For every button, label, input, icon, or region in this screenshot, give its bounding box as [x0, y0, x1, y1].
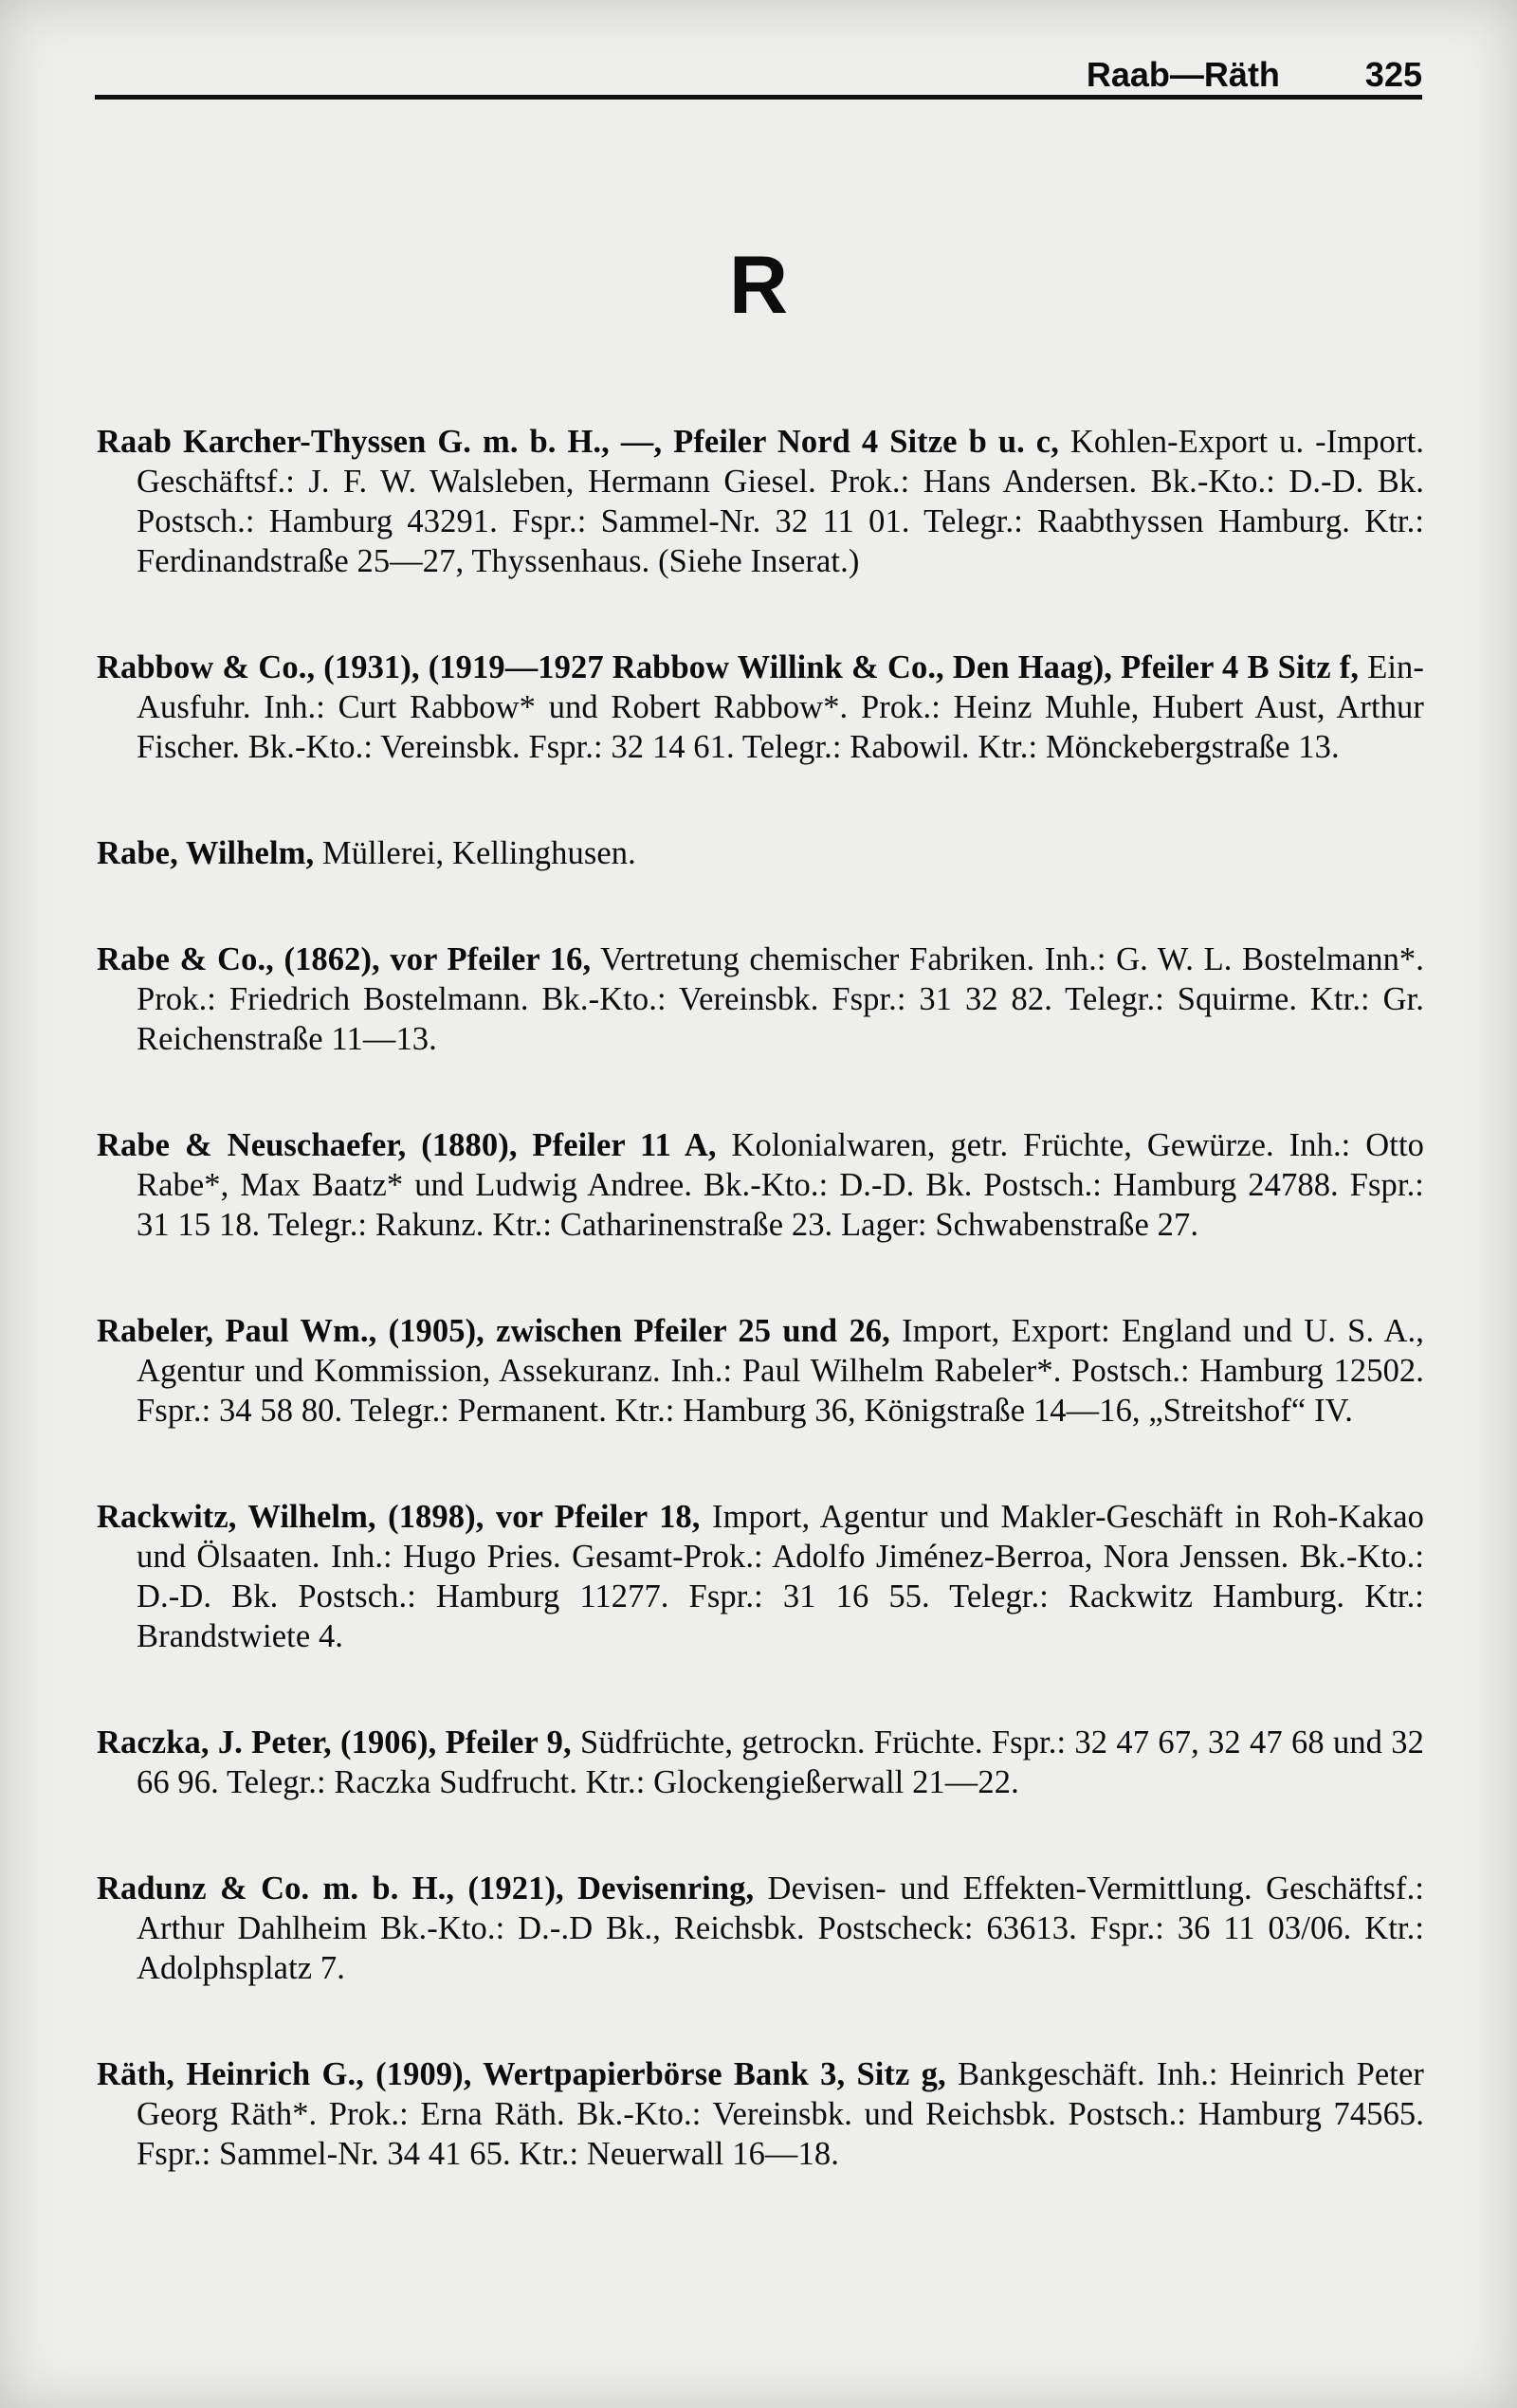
entry-text: Ein-Ausfuhr. Inh.: Curt Rabbow* und Robert Rabbow*. Prok.: Heinz Muhle, Hubert Aust, Arthur Fischer. Bk.-Kto.: Vereinsbk. Fspr.: 32 14 61. Telegr.: Rabowil. Ktr.: Mönckebergstraße 13. — [137, 648, 1424, 765]
entry-list — [97, 389, 1424, 2240]
entry-rabe-co — [97, 939, 1424, 1059]
entry-text: Import, Agentur und Makler-Geschäft in Roh-Kakao und Ölsaaten. Inh.: Hugo Pries. Gesamt-Prok.: Adolfo Jiménez-Berroa, Nora Jenssen. Bk.-Kto.: D.-D. Bk. Postsch.: Hamburg 11277. Fspr.: 31 16 55. Telegr.: Rackwitz Hamburg. Ktr.: Brandstwiete 4. — [137, 1498, 1424, 1654]
entry-text: Devisen- und Effekten-Vermittlung. Geschäftsf.: Arthur Dahlheim Bk.-Kto.: D.-.D Bk., Reichsbk. Postscheck: 63613. Fspr.: 36 11 03/06. Ktr.: Adolphsplatz 7. — [137, 1870, 1425, 1986]
entry-radunz — [97, 1869, 1424, 1988]
entry-text: Bankgeschäft. Inh.: Heinrich Peter Georg Räth*. Prok.: Erna Räth. Bk.-Kto.: Vereinsbk. und Reichsbk. Postsch.: Hamburg 74565. Fspr.: Sammel-Nr. 34 41 65. Ktr.: Neuerwall 16—18. — [137, 2055, 1424, 2172]
entry-text: Südfrüchte, getrockn. Früchte. Fspr.: 32 47 67, 32 47 68 und 32 66 96. Telegr.: Raczka Sudfrucht. Ktr.: Glockengießerwall 21—22. — [137, 1724, 1424, 1800]
header-rule — [95, 95, 1422, 100]
entry-name: Rabe & Neuschaefer, (1880), Pfeiler 11 A, — [97, 1126, 717, 1163]
running-title: Raab—Räth — [1086, 55, 1280, 94]
entry-raczka — [97, 1723, 1424, 1802]
entry-rabe-wilhelm — [97, 833, 1424, 873]
entry-text: Import, Export: England und U. S. A., Agentur und Kommission, Assekuranz. Inh.: Paul Wilhelm Rabeler*. Postsch.: Hamburg 12502. Fspr.: 34 58 80. Telegr.: Permanent. Ktr.: Hamburg 36, Königstraße 14—16, „Streitshof“ IV. — [137, 1312, 1424, 1429]
entry-name: Radunz & Co. m. b. H., (1921), Devisenring, — [97, 1870, 755, 1906]
entry-name: Rabe & Co., (1862), vor Pfeiler 16, — [97, 940, 592, 977]
entry-name: Rabe, Wilhelm, — [97, 834, 315, 871]
entry-rackwitz — [97, 1497, 1424, 1656]
entry-name: Raczka, J. Peter, (1906), Pfeiler 9, — [97, 1724, 572, 1760]
entry-name: Räth, Heinrich G., (1909), Wertpapierbörse Bank 3, Sitz g, — [97, 2055, 946, 2092]
entry-rabeler — [97, 1311, 1424, 1431]
entry-text: Vertretung chemischer Fabriken. Inh.: G. W. L. Bostelmann*. Prok.: Friedrich Bostelmann. Bk.-Kto.: Vereinsbk. Fspr.: 31 32 82. Telegr.: Squirme. Ktr.: Gr. Reichenstraße 11—13. — [137, 940, 1424, 1057]
entry-text: Müllerei, Kellinghusen. — [314, 834, 636, 871]
entry-name: Raab Karcher-Thyssen G. m. b. H., —, Pfeiler Nord 4 Sitze b u. c, — [97, 423, 1059, 460]
section-letter: R — [728, 240, 789, 331]
page-header — [95, 38, 1422, 95]
entry-name: Rabeler, Paul Wm., (1905), zwischen Pfeiler 25 und 26, — [97, 1312, 890, 1349]
entry-text: Kolonialwaren, getr. Früchte, Gewürze. Inh.: Otto Rabe*, Max Baatz* und Ludwig Andree. Bk.-Kto.: D.-D. Bk. Postsch.: Hamburg 24788. Fspr.: 31 15 18. Telegr.: Rakunz. Ktr.: Catharinenstraße 23. Lager: Schwabenstraße 27. — [137, 1126, 1424, 1243]
entry-rabe-neuschaefer — [97, 1125, 1424, 1245]
entry-raeth — [97, 2054, 1424, 2174]
entry-name: Rabbow & Co., (1931), (1919—1927 Rabbow Willink & Co., Den Haag), Pfeiler 4 B Sitz f, — [97, 648, 1360, 685]
entry-name: Rackwitz, Wilhelm, (1898), vor Pfeiler 18, — [97, 1498, 701, 1535]
entry-raab-karcher-thyssen — [97, 422, 1424, 581]
page-number: 325 — [1364, 55, 1422, 94]
entry-text: Kohlen-Export u. -Import. Geschäftsf.: J. F. W. Walsleben, Hermann Giesel. Prok.: Hans Andersen. Bk.-Kto.: D.-D. Bk. Postsch.: Hamburg 43291. Fspr.: Sammel-Nr. 32 11 01. Telegr.: Raabthyssen Hamburg. Ktr.: Ferdinandstraße 25—27, Thyssenhaus. (Siehe Inserat.) — [137, 423, 1424, 579]
entry-rabbow — [97, 648, 1424, 767]
